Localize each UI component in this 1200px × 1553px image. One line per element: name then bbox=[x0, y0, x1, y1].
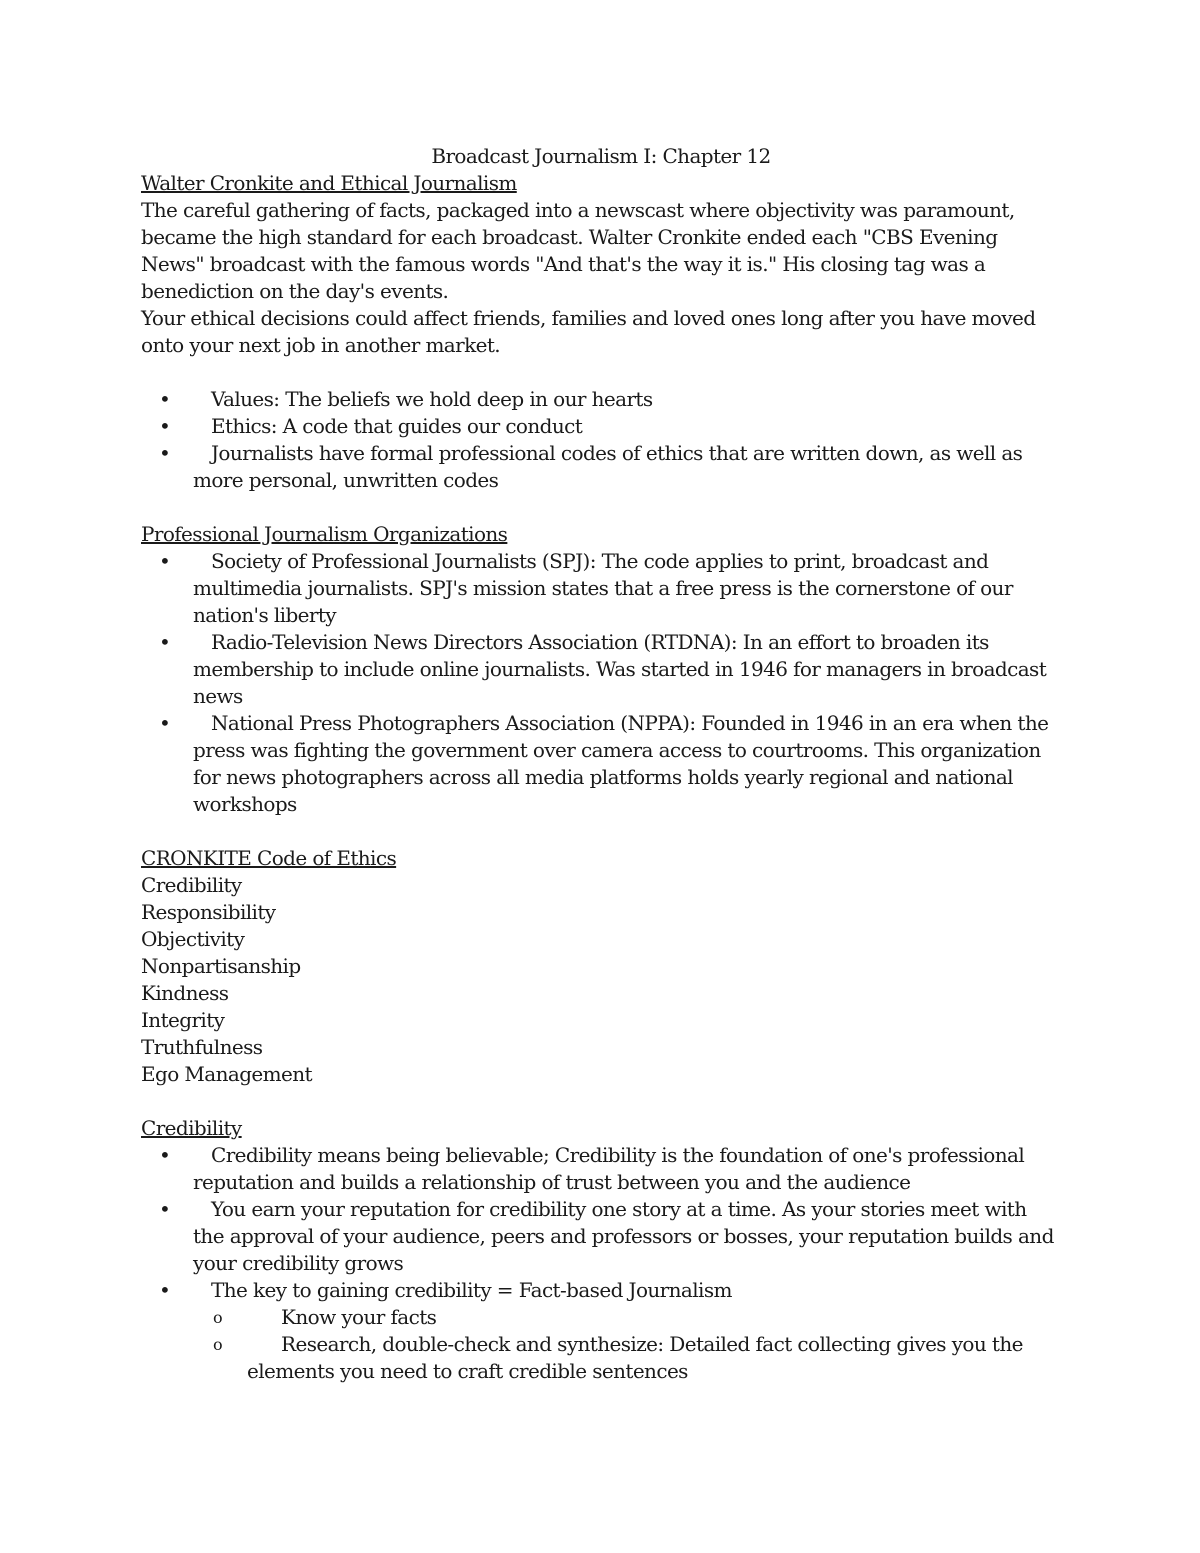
spacer bbox=[141, 359, 1061, 386]
section-heading-cronkite: Walter Cronkite and Ethical Journalism bbox=[141, 171, 517, 195]
bullet-list bbox=[141, 386, 1061, 494]
sub-bullet-list bbox=[141, 1304, 1061, 1385]
spacer bbox=[141, 494, 1061, 521]
list-item-text: Radio-Television News Directors Association (RTDNA): In an effort to broaden its membership to include online journalists. Was started in 1946 for managers in broadcast news bbox=[193, 630, 1047, 708]
spacer bbox=[141, 818, 1061, 845]
bullet-list bbox=[141, 1142, 1061, 1304]
bullet-icon: • bbox=[159, 549, 171, 573]
list-item: Objectivity bbox=[141, 927, 245, 951]
list-item bbox=[141, 629, 1061, 710]
list-item-text: Society of Professional Journalists (SPJ): The code applies to print, broadcast and multimedia journalists. SPJ's mission states that a free press is the cornerstone of our nation's liberty bbox=[193, 549, 1013, 627]
list-item bbox=[141, 710, 1061, 818]
paragraph: Your ethical decisions could affect friends, families and loved ones long after you have moved onto your next job in another market. bbox=[141, 306, 1036, 357]
list-item: Responsibility bbox=[141, 900, 276, 924]
document-page bbox=[141, 143, 1061, 1385]
bullet-icon: • bbox=[159, 1278, 171, 1302]
list-item-text: Journalists have formal professional codes of ethics that are written down, as well as more personal, unwritten codes bbox=[193, 441, 1023, 492]
list-item-text: Know your facts bbox=[281, 1305, 437, 1329]
list-item-text: Ethics: A code that guides our conduct bbox=[211, 414, 583, 438]
sub-list-item bbox=[141, 1304, 1061, 1331]
list-item bbox=[141, 1142, 1061, 1196]
list-item bbox=[141, 440, 1061, 494]
list-item bbox=[141, 1196, 1061, 1277]
circle-bullet-icon: o bbox=[213, 1335, 223, 1354]
bullet-icon: • bbox=[159, 1143, 171, 1167]
sub-list-item bbox=[141, 1331, 1061, 1385]
page-title: Broadcast Journalism I: Chapter 12 bbox=[431, 144, 771, 168]
list-item: Kindness bbox=[141, 981, 229, 1005]
circle-bullet-icon: o bbox=[213, 1308, 223, 1327]
section-heading-credibility: Credibility bbox=[141, 1116, 242, 1140]
bullet-icon: • bbox=[159, 630, 171, 654]
list-item-text: National Press Photographers Association (NPPA): Founded in 1946 in an era when the press was fighting the government over camera access to courtrooms. This organization for news photographers across all media platforms holds yearly regional and national workshops bbox=[193, 711, 1049, 816]
list-item bbox=[141, 1277, 1061, 1304]
list-item-text: The key to gaining credibility = Fact-based Journalism bbox=[211, 1278, 732, 1302]
bullet-icon: • bbox=[159, 441, 171, 465]
list-item: Truthfulness bbox=[141, 1035, 263, 1059]
list-item-text: Values: The beliefs we hold deep in our hearts bbox=[211, 387, 653, 411]
list-item-text: You earn your reputation for credibility one story at a time. As your stories meet with the approval of your audience, peers and professors or bosses, your reputation builds and your credibility grows bbox=[193, 1197, 1054, 1275]
bullet-icon: • bbox=[159, 711, 171, 735]
paragraph: The careful gathering of facts, packaged into a newscast where objectivity was paramount, became the high standard for each broadcast. Walter Cronkite ended each "CBS Evening News" broadcast with the famous words "And that's the way it is." His closing tag was a benediction on the day's events. bbox=[141, 198, 1015, 303]
list-item-text: Research, double-check and synthesize: Detailed fact collecting gives you the elements you need to craft credible sentences bbox=[247, 1332, 1023, 1383]
bullet-icon: • bbox=[159, 1197, 171, 1221]
bullet-list bbox=[141, 548, 1061, 818]
section-heading-code-of-ethics: CRONKITE Code of Ethics bbox=[141, 846, 397, 870]
list-item: Ego Management bbox=[141, 1062, 312, 1086]
list-item: Nonpartisanship bbox=[141, 954, 301, 978]
list-item bbox=[141, 413, 1061, 440]
bullet-icon: • bbox=[159, 414, 171, 438]
list-item bbox=[141, 548, 1061, 629]
list-item bbox=[141, 386, 1061, 413]
list-item: Credibility bbox=[141, 873, 242, 897]
spacer bbox=[141, 1088, 1061, 1115]
list-item: Integrity bbox=[141, 1008, 225, 1032]
bullet-icon: • bbox=[159, 387, 171, 411]
ethics-list bbox=[141, 872, 1061, 1088]
list-item-text: Credibility means being believable; Credibility is the foundation of one's professional reputation and builds a relationship of trust between you and the audience bbox=[193, 1143, 1025, 1194]
section-heading-organizations: Professional Journalism Organizations bbox=[141, 522, 508, 546]
